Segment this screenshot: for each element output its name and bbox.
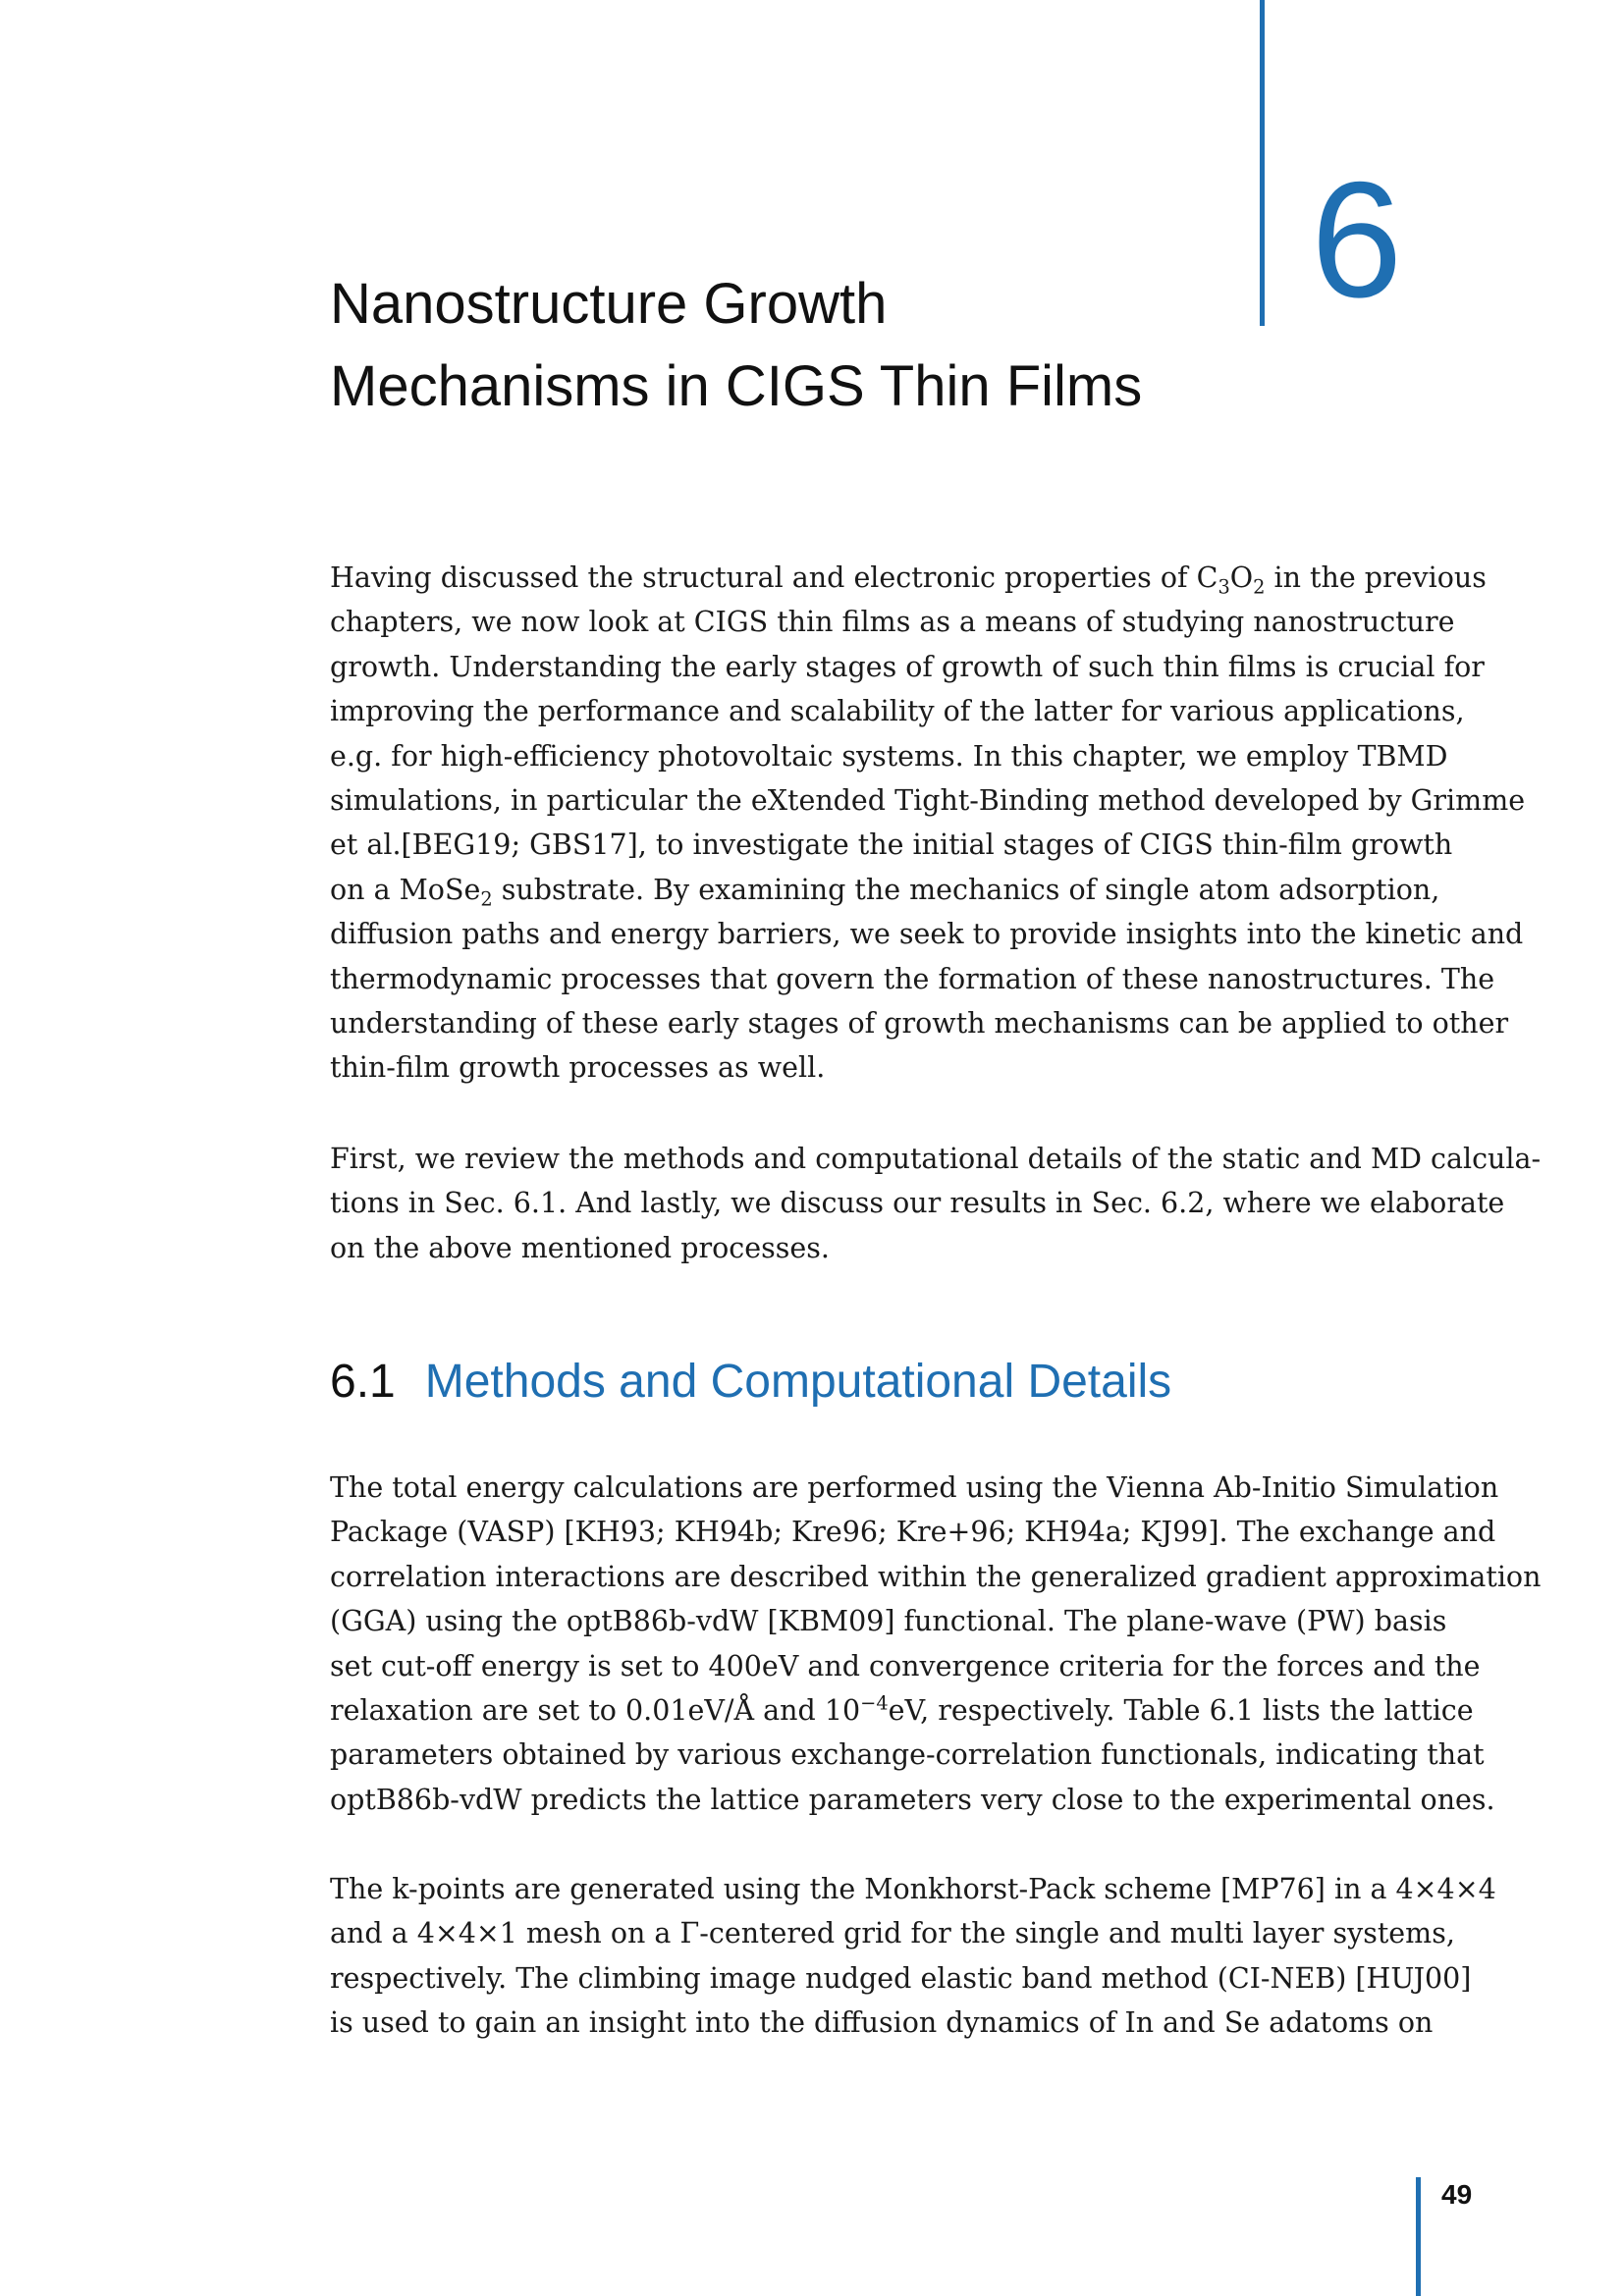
section-paragraph-2 <box>330 1867 1496 2046</box>
text-line: set cut-off energy is set to 400eV and convergence criteria for the forces and the <box>330 1649 1481 1682</box>
section-title: Methods and Computational Details <box>424 1356 1172 1408</box>
text-line: thermodynamic processes that govern the formation of these nanostructures. The <box>330 962 1495 995</box>
text-line: diffusion paths and energy barriers, we seek to provide insights into the kinetic and <box>330 918 1524 951</box>
text-line: et al.[BEG19; GBS17], to investigate the initial stages of CIGS thin-film growth <box>330 828 1453 862</box>
text-line: Having discussed the structural and electronic properties of $C_3O_2$ in the previous <box>330 561 1487 599</box>
text-line: correlation interactions are described within the generalized gradient approximation <box>330 1560 1542 1593</box>
chapter-number: 6 <box>1311 147 1403 332</box>
text-line: First, we review the methods and computational details of the static and MD calcula- <box>330 1143 1542 1175</box>
text-line: respectively. The climbing image nudged elastic band method (CI-NEB) [HUJ00] <box>330 1961 1472 1995</box>
text-line: Package (VASP) [KH93; KH94b; Kre96; Kre+96; KH94a; KJ99]. The exchange and <box>330 1516 1496 1549</box>
text-line: parameters obtained by various exchange-correlation functionals, indicating that <box>330 1738 1485 1772</box>
text-line: on a MoSe$_2$ substrate. By examining the mechanics of single atom adsorption, <box>330 873 1440 911</box>
text-line: improving the performance and scalability of the latter for various applications, <box>330 695 1465 728</box>
text-line: thin-film growth processes as well. <box>330 1051 826 1085</box>
text-line: simulations, in particular the eXtended Tight-Binding method developed by Grimme <box>330 783 1526 817</box>
text-line: and a 4×4×1 mesh on a Γ-centered grid for the single and multi layer systems, <box>330 1917 1455 1950</box>
text-line: is used to gain an insight into the diffusion dynamics of In and Se adatoms on <box>330 2006 1434 2040</box>
intro-paragraph-2 <box>330 1137 1542 1270</box>
text-line: The total energy calculations are performed using the Vienna Ab-Initio Simulation <box>330 1471 1499 1504</box>
text-line: optB86b-vdW predicts the lattice parameters very close to the experimental ones. <box>330 1783 1495 1816</box>
intro-paragraph-1 <box>330 556 1526 1091</box>
section-number: 6.1 <box>330 1356 396 1408</box>
section-paragraph-1 <box>330 1466 1542 1822</box>
text-line: understanding of these early stages of growth mechanisms can be applied to other <box>330 1006 1509 1040</box>
chapter-rule <box>1260 0 1265 326</box>
text-line: tions in Sec. 6.1. And lastly, we discuss our results in Sec. 6.2, where we elaborate <box>330 1187 1505 1220</box>
text-line: (GGA) using the optB86b-vdW [KBM09] functional. The plane-wave (PW) basis <box>330 1605 1447 1638</box>
section-heading <box>330 1353 1171 1412</box>
chapter-title-line-2: Mechanisms in CIGS Thin Films <box>330 354 1143 418</box>
page-number-rule <box>1416 2177 1421 2296</box>
text-line: relaxation are set to 0.01eV/Å and $10^{-4}eV$, respectively. Table 6.1 lists the lattice <box>330 1691 1474 1727</box>
chapter-title-line-1: Nanostructure Growth <box>330 272 888 336</box>
text-line: on the above mentioned processes. <box>330 1231 830 1264</box>
text-line: chapters, we now look at CIGS thin films as a means of studying nanostructure <box>330 606 1455 639</box>
page-number: 49 <box>1441 2179 1473 2210</box>
text-line: growth. Understanding the early stages of growth of such thin films is crucial for <box>330 650 1485 683</box>
text-line: The k-points are generated using the Monkhorst-Pack scheme [MP76] in a 4×4×4 <box>330 1873 1496 1905</box>
text-line: e.g. for high-efficiency photovoltaic systems. In this chapter, we employ TBMD <box>330 739 1448 773</box>
chapter-title <box>330 263 1214 428</box>
